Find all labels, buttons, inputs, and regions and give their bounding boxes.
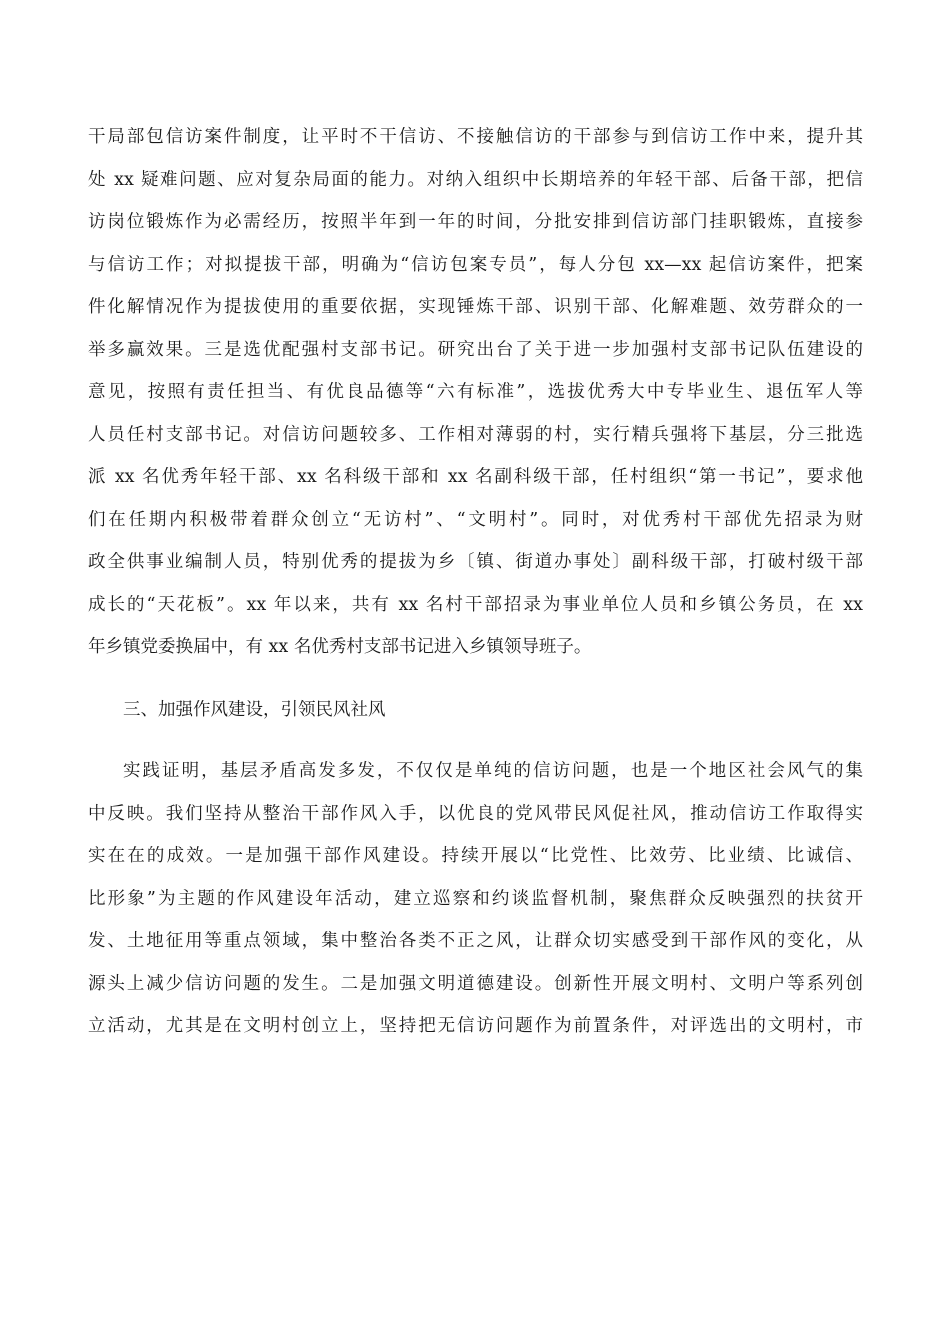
section-heading: 三、加强作风建设，引领民风社风: [123, 699, 386, 720]
paragraph-2-line: 立活动，尤其是在文明村创立上，坚持把无信访问题作为前置条件，对评选出的文明村，市: [88, 1016, 863, 1036]
paragraph-1-line: 干局部包信访案件制度，让平时不干信访、不接触信访的干部参与到信访工作中来，提升其: [88, 127, 863, 147]
paragraph-2-line: 比形象”为主题的作风建设年活动，建立巡察和约谈监督机制，聚焦群众反映强烈的扶贫开: [88, 888, 863, 909]
paragraph-1-line: 派 xx 名优秀年轻干部、xx 名科级干部和 xx 名副科级干部，任村组织“第一书记”，要求他: [88, 467, 863, 487]
paragraph-1-line: 访岗位锻炼作为必需经历，按照半年到一年的时间，分批安排到信访部门挂职锻炼，直接参: [88, 212, 863, 232]
paragraph-2-line: 发、土地征用等重点领域，集中整治各类不正之风，让群众切实感受到干部作风的变化，从: [88, 931, 863, 951]
document-page: [88, 116, 863, 1048]
paragraph-2-line: 中反映。我们坚持从整治干部作风入手，以优良的党风带民风促社风，推动信访工作取得实: [88, 803, 863, 824]
paragraph-1-line: 们在任期内积极带着群众创立“无访村”、“文明村”。同时，对优秀村干部优先招录为财: [88, 509, 863, 530]
paragraph-1-line: 件化解情况作为提拔使用的重要依据，实现锤炼干部、识别干部、化解难题、效劳群众的一: [88, 297, 863, 317]
paragraph-2: [88, 750, 863, 1048]
paragraph-1-line: 政全供事业编制人员，特别优秀的提拔为乡〔镇、街道办事处〕副科级干部，打破村级干部: [88, 552, 863, 572]
paragraph-2-line: 源头上减少信访问题的发生。二是加强文明道德建设。创新性开展文明村、文明户等系列创: [88, 973, 863, 994]
paragraph-2-line: 实在在的成效。一是加强干部作风建设。持续开展以“比党性、比效劳、比业绩、比诚信、: [88, 846, 863, 866]
paragraph-1-line: 年乡镇党委换届中，有 xx 名优秀村支部书记进入乡镇领导班子。: [88, 637, 592, 657]
paragraph-1-line: 人员任村支部书记。对信访问题较多、工作相对薄弱的村，实行精兵强将下基层，分三批选: [88, 424, 863, 445]
paragraph-1-line: 举多赢效果。三是选优配强村支部书记。研究出台了关于进一步加强村支部书记队伍建设的: [88, 339, 863, 360]
paragraph-1-line: 与信访工作；对拟提拔干部，明确为“信访包案专员”，每人分包 xx—xx 起信访案件，把案: [88, 254, 863, 275]
paragraph-1-line: 处 xx 疑难问题、应对复杂局面的能力。对纳入组织中长期培养的年轻干部、后备干部，把信: [88, 169, 863, 190]
paragraph-1-line: 意见，按照有责任担当、有优良品德等“六有标准”，选拔优秀大中专毕业生、退伍军人等: [88, 382, 863, 402]
paragraph-2-line: 实践证明，基层矛盾高发多发，不仅仅是单纯的信访问题，也是一个地区社会风气的集: [123, 761, 863, 781]
paragraph-1: [88, 116, 863, 669]
paragraph-1-line: 成长的“天花板”。xx 年以来，共有 xx 名村干部招录为事业单位人员和乡镇公务员，在 xx: [88, 594, 863, 615]
